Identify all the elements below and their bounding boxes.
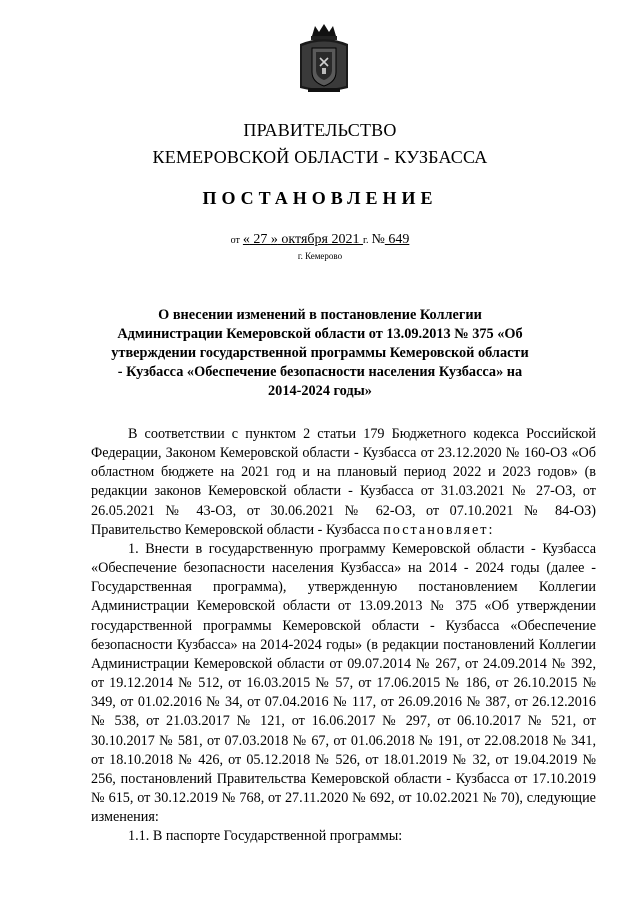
- date-value: « 27 » октября 2021: [242, 232, 363, 247]
- city: г. Кемерово: [297, 251, 343, 261]
- paragraph-preamble: В соответствии с пунктом 2 статьи 179 Бюджетного кодекса Российской Федерации, Законом Кемеровской области - Кузбасса от 23.12.2020 № 160-ОЗ «Об областном бюджете на 2021 год и на плановый период 2022 и 2023 годов» (в редакции законов Кемеровской области - Кузбасса от 31.03.2021 № 27-ОЗ, от 26.05.2021 № 43-ОЗ, от 30.06.2021 № 62-ОЗ, от 07.10.2021 № 84-ОЗ) Правительство Кемеровской области - Кузбасса постановляет:: [91, 426, 596, 538]
- document-subject: О внесении изменений в постановление Коллегии Администрации Кемеровской области от 13.09.2013 № 375 «Об утверждении государственной программы Кемеровской области - Кузбасса «Обеспечение безопасности населения Кузбасса» на 2014-2024 годы»: [111, 307, 529, 399]
- document-number: 649: [384, 232, 410, 247]
- resolves-word: постановляет: [383, 521, 489, 538]
- paragraph-item-1-1: 1.1. В паспорте Государственной программы:: [128, 828, 403, 845]
- coat-of-arms-icon: [298, 22, 350, 96]
- date-prefix: от: [230, 235, 240, 246]
- document-title: ПОСТАНОВЛЕНИЕ: [202, 188, 438, 208]
- government-name-line1: ПРАВИТЕЛЬСТВО: [243, 120, 397, 140]
- number-sign: №: [371, 232, 385, 247]
- year-suffix: г.: [362, 235, 369, 246]
- government-name-line2: КЕМЕРОВСКОЙ ОБЛАСТИ - КУЗБАССА: [152, 147, 488, 167]
- date-and-number-line: [0, 232, 640, 248]
- paragraph-item-1: 1. Внести в государственную программу Кемеровской области - Кузбасса «Обеспечение безопасности населения Кузбасса» на 2014 - 2024 годы (далее - Государственная программа), утвержденную постановлением Коллегии Администрации Кемеровской области от 13.09.2013 № 375 «Об утверждении государственной программы Кемеровской области - Кузбасса «Обеспечение безопасности Кузбасса» на 2014-2024 годы» (в редакции постановлений Коллегии Администрации Кемеровской области от 09.07.2014 № 267, от 24.09.2014 № 392, от 19.12.2014 № 512, от 16.03.2015 № 57, от 17.06.2015 № 186, от 26.10.2015 № 349, от 01.02.2016 № 34, от 07.04.2016 № 117, от 26.09.2016 № 387, от 26.12.2016 № 538, от 21.03.2017 № 121, от 16.06.2017 № 297, от 06.10.2017 № 521, от 30.10.2017 № 581, от 07.03.2018 № 67, от 01.06.2018 № 191, от 22.08.2018 № 341, от 18.10.2018 № 426, от 05.12.2018 № 526, от 18.01.2019 № 32, от 19.04.2019 № 256, постановлений Правительства Кемеровской области - Кузбасса от 17.10.2019 № 615, от 30.12.2019 № 768, от 27.11.2020 № 692, от 10.02.2021 № 70), следующие изменения:: [91, 540, 596, 826]
- document-body: [91, 425, 596, 846]
